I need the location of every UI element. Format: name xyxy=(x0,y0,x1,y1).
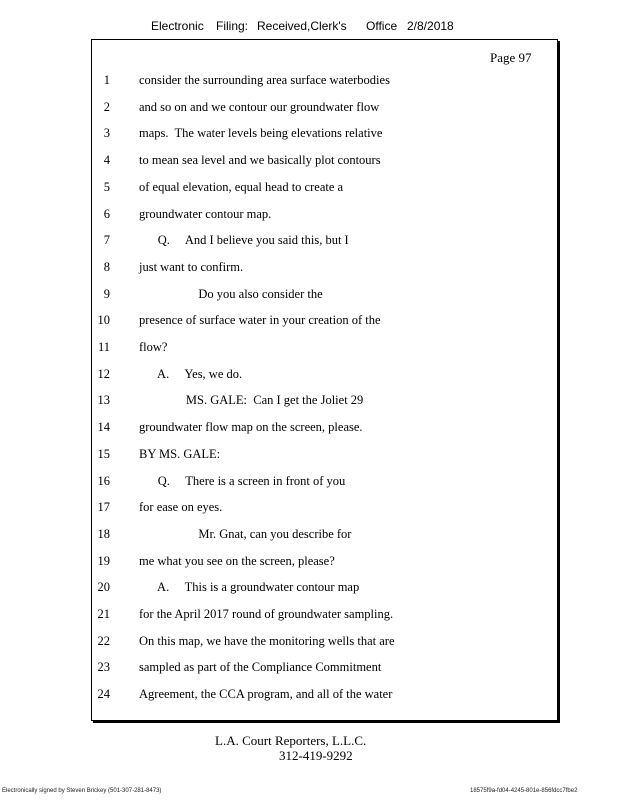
line-number: 20 xyxy=(97,580,110,595)
transcript-line xyxy=(0,340,618,358)
transcript-line xyxy=(0,554,618,572)
line-number: 8 xyxy=(103,259,110,274)
line-number: 4 xyxy=(103,153,110,168)
page-number: Page 97 xyxy=(490,50,532,65)
transcript-line xyxy=(0,207,618,225)
line-text: maps. The water levels being elevations relative xyxy=(139,126,383,141)
line-text: BY MS. GALE: xyxy=(139,446,221,461)
line-number: 12 xyxy=(97,366,110,381)
line-number: 2 xyxy=(103,99,110,114)
line-text: groundwater flow map on the screen, please. xyxy=(139,420,363,435)
line-text: MS. GALE: Can I get the Joliet 29 xyxy=(139,393,364,408)
line-number: 15 xyxy=(97,446,110,461)
transcript-line xyxy=(0,153,618,171)
header-office: Office xyxy=(366,19,398,33)
transcript-line xyxy=(0,527,618,545)
line-text: and so on and we contour our groundwater flow xyxy=(139,99,380,114)
line-number: 13 xyxy=(97,393,110,408)
header-received: Received,Clerk's xyxy=(257,19,347,33)
line-number: 16 xyxy=(97,473,110,488)
line-text: flow? xyxy=(139,340,168,354)
transcript-line xyxy=(0,500,618,518)
line-text: Agreement, the CCA program, and all of the water xyxy=(139,687,393,702)
line-number: 24 xyxy=(97,687,110,702)
transcript-line xyxy=(0,287,618,305)
line-text: me what you see on the screen, please? xyxy=(139,553,335,568)
line-number: 6 xyxy=(103,206,110,221)
reporter-name: L.A. Court Reporters, L.L.C. xyxy=(215,733,367,748)
transcript-line xyxy=(0,607,618,625)
transcript-line xyxy=(0,687,618,705)
line-number: 3 xyxy=(103,126,110,141)
line-text: sampled as part of the Compliance Commitment xyxy=(139,660,382,675)
filing-header xyxy=(0,19,618,37)
line-text: Q. There is a screen in front of you xyxy=(139,473,346,488)
line-number: 22 xyxy=(97,633,110,648)
line-text: for ease on eyes. xyxy=(139,500,223,515)
line-number: 1 xyxy=(103,73,110,87)
line-text: groundwater contour map. xyxy=(139,206,272,221)
line-number: 14 xyxy=(97,420,110,435)
line-text: of equal elevation, equal head to create a xyxy=(139,179,344,194)
line-text: just want to confirm. xyxy=(139,259,244,274)
transcript-line xyxy=(0,474,618,492)
line-number: 11 xyxy=(97,340,110,354)
transcript-line xyxy=(0,660,618,678)
electronic-signature: Electronically signed by Steven Brickey (501-307-281-8473) xyxy=(2,788,162,794)
line-text: to mean sea level and we basically plot contours xyxy=(139,153,381,168)
transcript-line xyxy=(0,260,618,278)
reporter-phone: 312-419-9292 xyxy=(279,748,353,763)
transcript-line xyxy=(0,180,618,198)
line-text: Q. And I believe you said this, but I xyxy=(139,233,349,248)
line-number: 10 xyxy=(97,313,110,328)
transcript-line xyxy=(0,393,618,411)
line-number: 17 xyxy=(97,500,110,515)
header-electronic: Electronic xyxy=(151,19,204,33)
line-number: 9 xyxy=(103,286,110,301)
line-text: A. This is a groundwater contour map xyxy=(139,580,360,595)
line-text: for the April 2017 round of groundwater sampling. xyxy=(139,607,394,621)
header-filing: Filing: xyxy=(216,19,249,33)
transcript-line xyxy=(0,367,618,385)
line-number: 19 xyxy=(97,553,110,568)
line-number: 18 xyxy=(97,526,110,541)
transcript-line xyxy=(0,73,618,91)
header-date: 2/8/2018 xyxy=(407,19,454,33)
transcript-line xyxy=(0,313,618,331)
document-hash: 18575f9a-fd04-4245-801e-856fdcc7fbe2 xyxy=(470,788,578,794)
line-text: On this map, we have the monitoring wells that are xyxy=(139,633,395,648)
transcript-line xyxy=(0,447,618,465)
transcript-line xyxy=(0,580,618,598)
transcript-line xyxy=(0,634,618,652)
line-text: consider the surrounding area surface waterbodies xyxy=(139,73,390,87)
line-text: presence of surface water in your creation of the xyxy=(139,313,381,328)
line-text: Mr. Gnat, can you describe for xyxy=(139,526,352,541)
line-number: 23 xyxy=(97,660,110,675)
transcript-line xyxy=(0,126,618,144)
line-number: 5 xyxy=(103,179,110,194)
line-number: 7 xyxy=(103,233,110,248)
line-text: A. Yes, we do. xyxy=(139,366,243,381)
line-number: 21 xyxy=(97,607,110,621)
transcript-line xyxy=(0,100,618,118)
line-text: Do you also consider the xyxy=(139,286,323,301)
transcript-line xyxy=(0,420,618,438)
transcript-line xyxy=(0,233,618,251)
